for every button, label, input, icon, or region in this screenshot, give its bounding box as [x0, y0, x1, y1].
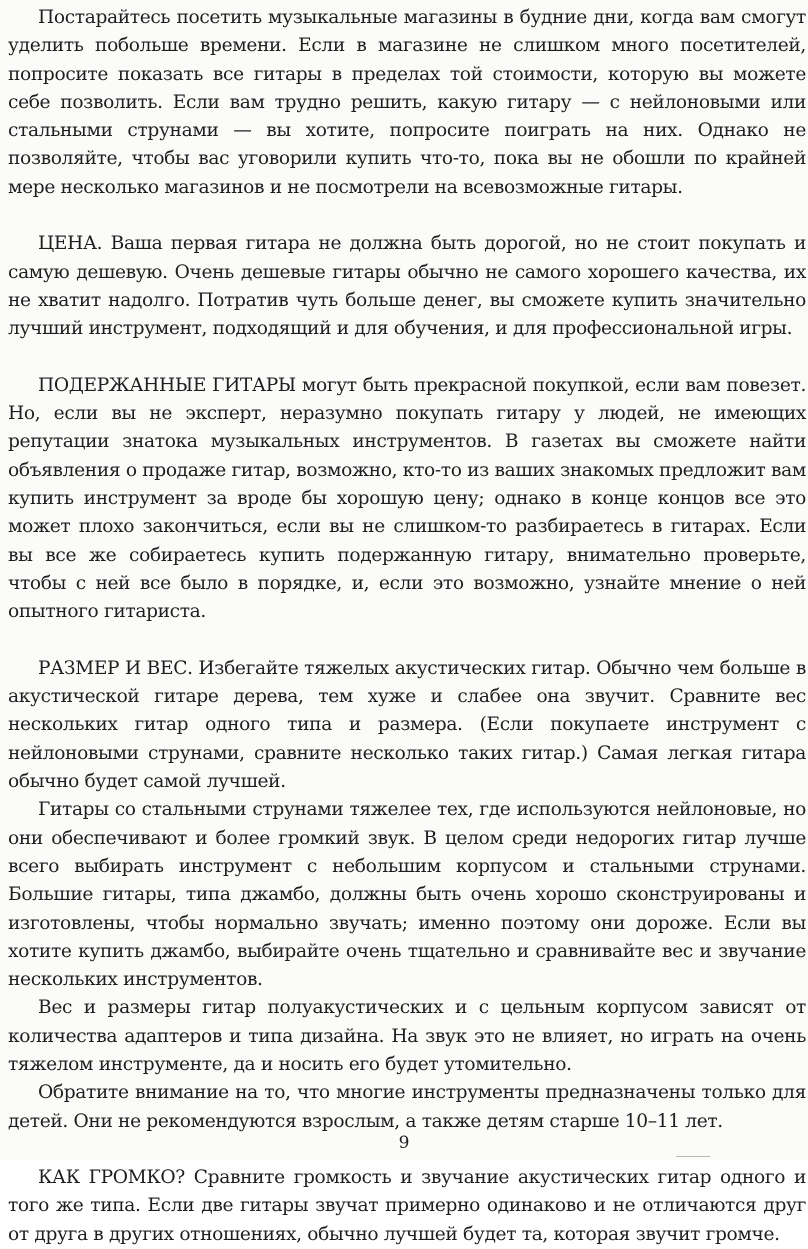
paragraph-text: могут быть прекрасной покупкой, если вам повезет. Но, если вы не эксперт, неразумно покупать гитару у людей, не имеющих репутации знатока музыкальных инструментов. В газетах вы сможете найти объявления о продаже гитар, возможно, кто-то из ваших знакомых предложит вам купить инструмент за вроде бы хорошую цену; однако в конце концов все это может плохо закончиться, если вы не слишком-то разбираетесь в гитарах. Если вы все же собираетесь купить подержанную гитару, внимательно проверьте, чтобы с ней все было в порядке, и, если это возможно, узнайте мнение о ней опытного гитариста. — [8, 374, 806, 623]
paragraph-semi-acoustic — [8, 994, 806, 1079]
paragraph-text: Обратите внимание на то, что многие инструменты предназначены только для детей. Они не рекомендуются взрослым, а также детям старше 10–11 лет. — [8, 1082, 806, 1132]
paragraph-shopping-advice — [8, 4, 806, 202]
paragraph-steel-strings — [8, 796, 806, 994]
section-lead-used-guitars: ПОДЕРЖАННЫЕ ГИТАРЫ — [38, 374, 296, 396]
paragraph-text: Вес и размеры гитар полуакустических и с цельным корпусом зависят от количества адаптеров и типа дизайна. На звук это не влияет, но играть на очень тяжелом инструменте, да и носить его будет утомительно. — [8, 997, 806, 1075]
paragraph-text: Избегайте тяжелых акустических гитар. Обычно чем больше в акустической гитаре дерева, тем хуже и слабее она звучит. Сравните вес нескольких гитар одного типа и размера. (Если покупаете инструмент с нейлоновыми струнами, сравните несколько таких гитар.) Самая легкая гитара обычно будет самой лучшей. — [8, 657, 807, 793]
paragraph-size-weight — [8, 655, 806, 796]
paragraph-price — [8, 230, 806, 343]
section-lead-loudness: КАК ГРОМКО? — [38, 1167, 185, 1189]
scan-edge-line — [676, 1156, 710, 1157]
paragraph-text: Сравните громкость и звучание акустических гитар одного и того же типа. Если две гитары звучат примерно одинаково и не отличаются друг от друга в других отношениях, обычно лучшей будет та, которая звучит громче. — [8, 1167, 806, 1245]
paragraph-loudness — [8, 1164, 806, 1249]
paragraph-used-guitars — [8, 372, 806, 627]
section-lead-price: ЦЕНА. — [38, 233, 103, 255]
section-lead-size-weight: РАЗМЕР И ВЕС. — [38, 657, 193, 679]
paragraph-text: Ваша первая гитара не должна быть дорогой, но не стоит покупать и самую дешевую. Очень дешевые гитары обычно не самого хорошего качества, их не хватит надолго. Потратив чуть больше денег, вы сможете купить значительно лучший инструмент, подходящий и для обучения, и для профессиональной игры. — [8, 233, 806, 340]
paragraph-kids-guitars — [8, 1079, 806, 1136]
paragraph-text: Постарайтесь посетить музыкальные магазины в будние дни, когда вам смогут уделить побольше времени. Если в магазине не слишком много посетителей, попросите показать все гитары в пределах той стоимости, которую вы можете себе позволить. Если вам трудно решить, какую гитару — с нейлоновыми или стальными струнами — вы хотите, попросите поиграть на них. Однако не позволяйте, чтобы вас уговорили купить что-то, пока вы не обошли по крайней мере несколько магазинов и не посмотрели на всевозможные гитары. — [8, 7, 806, 198]
page-number: 9 — [398, 1133, 410, 1153]
paragraph-text: Гитары со стальными струнами тяжелее тех, где используются нейлоновые, но они обеспечивают и более громкий звук. В целом среди недорогих гитар лучше всего выбирать инструмент с небольшим корпусом и стальными струнами. Большие гитары, типа джамбо, должны быть очень хорошо сконструированы и изготовлены, чтобы нормально звучать; именно поэтому они дороже. Если вы хотите купить джамбо, выбирайте очень тщательно и сравнивайте вес и звучание нескольких инструментов. — [8, 799, 806, 991]
body-text — [8, 4, 806, 1249]
